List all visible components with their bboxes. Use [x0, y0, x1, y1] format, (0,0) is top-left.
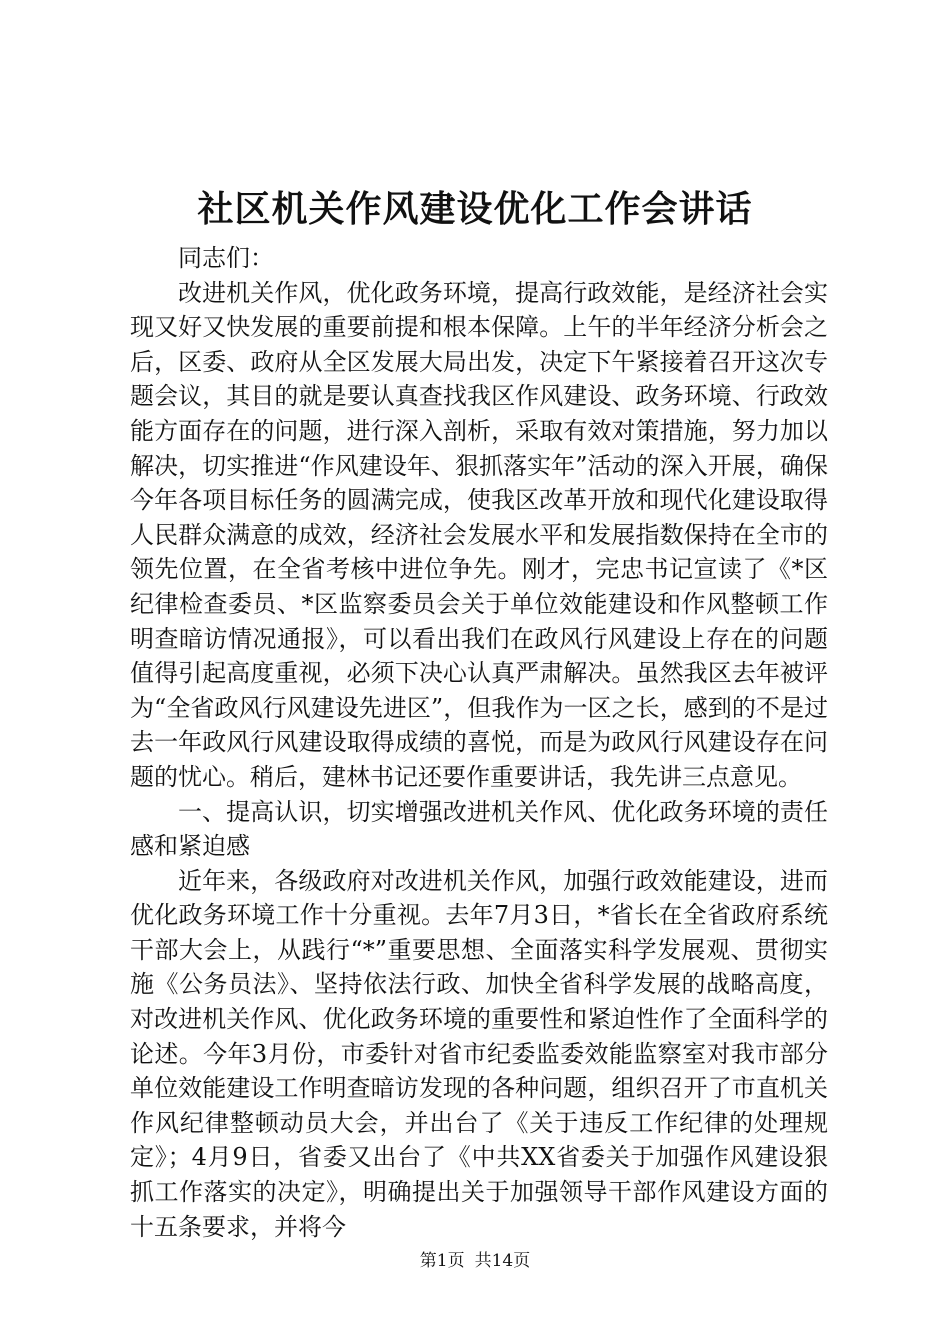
page-number: 第1页	[419, 1251, 465, 1271]
body-paragraph: 改进机关作风，优化政务环境，提高行政效能，是经济社会实现又好又快发展的重要前提和根本保障。上午的半年经济分析会之后，区委、政府从全区发展大局出发，决定下午紧接着召开这次专题会议，其目的就是要认真查找我区作风建设、政务环境、行政效能方面存在的问题，进行深入剖析，采取有效对策措施，努力加以解决，切实推进“作风建设年、狠抓落实年”活动的深入开展，确保今年各项目标任务的圆满完成，使我区改革开放和现代化建设取得人民群众满意的成效，经济社会发展水平和发展指数保持在全市的领先位置，在全省考核中进位争先。刚才，完忠书记宣读了《*区纪律检查委员、*区监察委员会关于单位效能建设和作风整顿工作明查暗访情况通报》，可以看出我们在政风行风建设上存在的问题值得引起高度重视，必须下决心认真严肃解决。虽然我区去年被评为“全省政风行风建设先进区”，但我作为一区之长，感到的不是过去一年政风行风建设取得成绩的喜悦，而是为政风行风建设存在问题的忧心。稍后，建林书记还要作重要讲话，我先讲三点意见。	[130, 278, 828, 791]
salutation: 同志们：	[178, 244, 274, 272]
body-paragraph: 近年来，各级政府对改进机关作风，加强行政效能建设，进而优化政务环境工作十分重视。去年7月3日，*省长在全省政府系统干部大会上，从践行“*”重要思想、全面落实科学发展观、贯彻实施《公务员法》、坚持依法行政、加快全省科学发展的战略高度，对改进机关作风、优化政务环境的重要性和紧迫性作了全面科学的论述。今年3月份，市委针对省市纪委监委效能监察室对我市部分单位效能建设工作明查暗访发现的各种问题，组织召开了市直机关作风纪律整顿动员大会，并出台了《关于违反工作纪律的处理规定》；4月9日，省委又出台了《中共XX省委关于加强作风建设狠抓工作落实的决定》，明确提出关于加强领导干部作风建设方面的十五条要求，并将今	[130, 866, 828, 1241]
document-body	[130, 241, 828, 1244]
section-heading: 一、提高认识，切实增强改进机关作风、优化政务环境的责任感和紧迫感	[130, 797, 828, 861]
page-total: 共14页	[474, 1251, 531, 1271]
page-footer	[0, 1249, 950, 1273]
document-title: 社区机关作风建设优化工作会讲话	[197, 188, 753, 230]
